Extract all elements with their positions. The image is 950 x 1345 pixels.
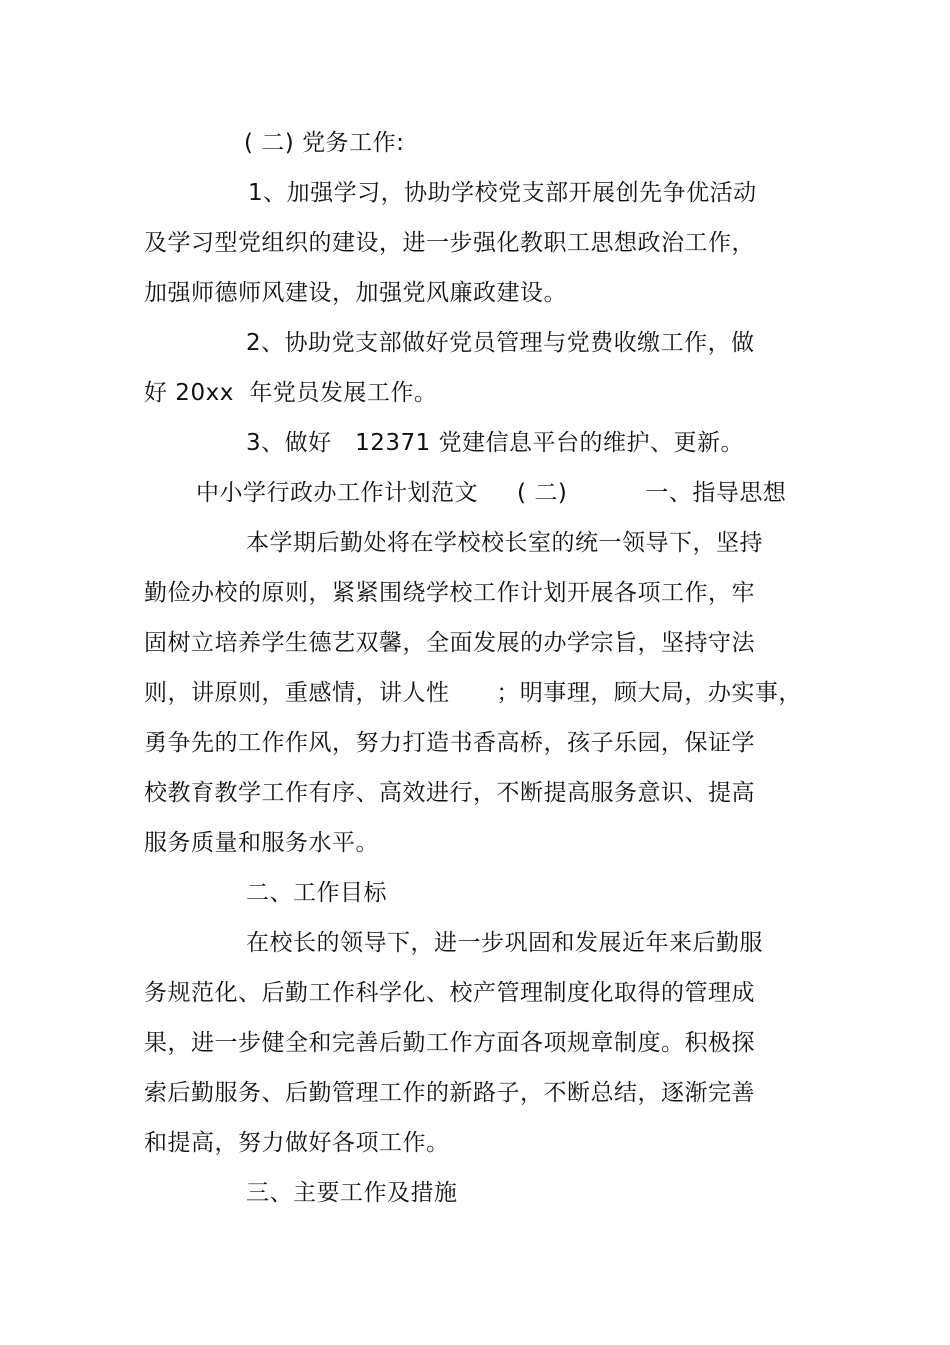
paragraph-line: 服务质量和服务水平。 bbox=[144, 830, 379, 856]
paragraph-line: 在校长的领导下，进一步巩固和发展近年来后勤服 bbox=[246, 930, 763, 956]
document-title-line: 中小学行政办工作计划范文 ( 二) 一、指导思想 bbox=[196, 480, 787, 506]
paragraph-line: 固树立培养学生德艺双馨，全面发展的办学宗旨，坚持守法 bbox=[144, 630, 755, 656]
paragraph-line: 1、加强学习，协助学校党支部开展创先争优活动 bbox=[248, 180, 757, 206]
paragraph-line: 校教育教学工作有序、高效进行，不断提高服务意识、提高 bbox=[144, 780, 755, 806]
paragraph-line: 2、协助党支部做好党员管理与党费收缴工作，做 bbox=[246, 330, 755, 356]
paragraph-line: 勇争先的工作作风，努力打造书香高桥，孩子乐园，保证学 bbox=[144, 730, 755, 756]
paragraph-line: 和提高，努力做好各项工作。 bbox=[144, 1130, 450, 1156]
paragraph-line: 果，进一步健全和完善后勤工作方面各项规章制度。积极探 bbox=[144, 1030, 755, 1056]
section-heading-work-goals: 二、工作目标 bbox=[246, 880, 387, 906]
paragraph-line: 及学习型党组织的建设，进一步强化教职工思想政治工作， bbox=[144, 230, 755, 256]
paragraph-line: 索后勤服务、后勤管理工作的新路子，不断总结，逐渐完善 bbox=[144, 1080, 755, 1106]
paragraph-line: 加强师德师风建设，加强党风廉政建设。 bbox=[144, 280, 567, 306]
paragraph-line: 好 20xx 年党员发展工作。 bbox=[144, 380, 438, 406]
section-heading-main-work: 三、主要工作及措施 bbox=[246, 1180, 458, 1206]
paragraph-line: 本学期后勤处将在学校校长室的统一领导下，坚持 bbox=[246, 530, 763, 556]
paragraph-line: 则，讲原则，重感情，讲人性 ；明事理，顾大局，办实事， bbox=[144, 680, 802, 706]
section-heading-party-work: ( 二) 党务工作: bbox=[244, 130, 405, 156]
paragraph-line: 务规范化、后勤工作科学化、校产管理制度化取得的管理成 bbox=[144, 980, 755, 1006]
paragraph-line: 3、做好 12371 党建信息平台的维护、更新。 bbox=[246, 430, 745, 456]
paragraph-line: 勤俭办校的原则，紧紧围绕学校工作计划开展各项工作，牢 bbox=[144, 580, 755, 606]
